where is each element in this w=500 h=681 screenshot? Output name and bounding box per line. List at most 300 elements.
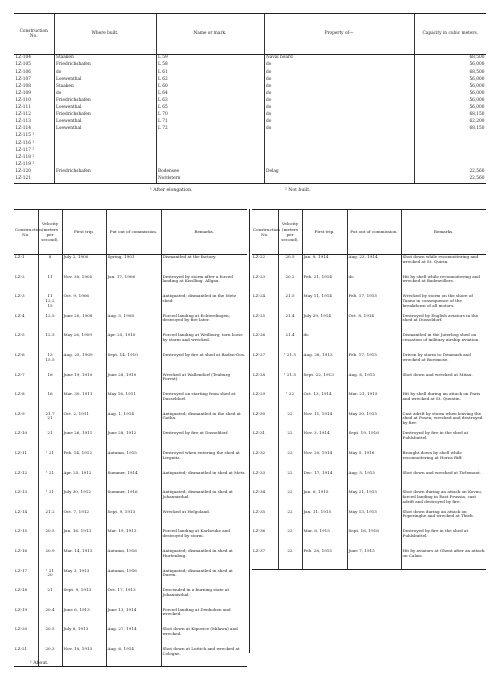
cell-construction-no: LZ-15 <box>15 528 28 534</box>
cell-first-trip: Oct. 2, 1911 <box>62 412 106 432</box>
cell-remarks: Antiquated; dismantled in shed at Duren. <box>161 569 247 589</box>
cell-put-out-of-commission: June 28, 1912 <box>106 431 161 451</box>
table-row <box>252 431 486 451</box>
col-header-construction-no: Construction No. <box>14 14 54 55</box>
cell-construction-no: LZ-106 <box>15 69 31 75</box>
table-row <box>252 373 486 393</box>
cell-where-built: Friedrichshafen <box>54 98 156 105</box>
cell-construction-no: LZ-24 <box>253 293 266 299</box>
cell-where-built: do <box>54 69 156 76</box>
col-header-put-out-of-commission: Put out of commission. <box>106 210 161 255</box>
table-row <box>14 133 486 140</box>
cell-property-of <box>264 140 414 147</box>
cell-put-out-of-commission: June 28, 1910 <box>106 373 161 393</box>
cell-construction-no: LZ-13 <box>15 489 28 495</box>
table-body <box>252 255 486 570</box>
cell-construction-no: LZ-107 <box>15 76 31 82</box>
table-row <box>14 176 486 184</box>
table-row <box>14 90 486 97</box>
cell-construction-no: LZ-119 ² <box>15 161 35 167</box>
cell-put-out-of-commission: Feb. 17, 1915 <box>347 294 401 314</box>
cell-where-built: Loewenthal <box>54 126 156 133</box>
cell-name-or-mark <box>156 147 264 154</box>
cell-velocity: 13 15.5 <box>38 353 62 373</box>
table-row <box>14 154 486 161</box>
table-header-row <box>14 14 486 55</box>
cell-remarks: Shot down and wrecked at Mitau. <box>401 373 486 393</box>
col-header-remarks: Remarks. <box>161 210 247 255</box>
table-row <box>14 451 247 471</box>
cell-name-or-mark: L 59 <box>156 55 264 63</box>
cell-construction-no: LZ-25 <box>253 312 266 318</box>
cell-first-trip: May 26, 1909 <box>62 333 106 353</box>
cell-property-of: do <box>264 119 414 126</box>
cell-first-trip: Jan. 6, 1915 <box>302 490 347 510</box>
cell-construction-no: LZ-105 <box>15 62 31 68</box>
cell-capacity: 56,000 <box>414 76 486 83</box>
cell-velocity: 20.2 <box>278 275 302 295</box>
cell-construction-no: LZ-27 <box>253 351 266 357</box>
cell-construction-no: LZ-9 <box>15 410 25 416</box>
cell-remarks: Antiquated; dismantled in shed at Johannisthal. <box>161 490 247 510</box>
airship-capacity-table <box>14 13 486 184</box>
cell-remarks: Forced landing at Denbohen and wrecked. <box>161 608 247 628</box>
table-row <box>14 147 486 154</box>
cell-put-out-of-commission: do <box>347 275 401 295</box>
cell-first-trip: Apr. 25, 1912 <box>62 471 106 491</box>
cell-first-trip: July 29, 1914 <box>302 314 347 334</box>
cell-construction-no: LZ-4 <box>15 312 25 318</box>
cell-construction-no: LZ-28 <box>253 371 266 377</box>
col-header-capacity: Capacity in cubic meters. <box>414 14 486 55</box>
cell-put-out-of-commission: May 13, 1915 <box>347 510 401 530</box>
table-row <box>14 608 247 628</box>
cell-construction-no: LZ-21 <box>14 647 38 667</box>
airship-history-table-left <box>14 209 247 667</box>
cell-construction-no: LZ-17 <box>15 567 28 573</box>
cell-construction-no: LZ-31 <box>253 430 266 436</box>
cell-capacity: 56,000 <box>414 98 486 105</box>
table-row <box>14 627 247 647</box>
table-row <box>14 392 247 412</box>
cell-first-trip: June 6, 1913 <box>62 608 106 628</box>
cell-construction-no: LZ-14 <box>15 508 28 514</box>
cell-name-or-mark: L 61 <box>156 69 264 76</box>
table-row <box>252 255 486 275</box>
cell-name-or-mark: Bodensee <box>156 169 264 176</box>
cell-put-out-of-commission: Sept. 9, 1913 <box>106 510 161 530</box>
table-row <box>14 98 486 105</box>
table-row <box>14 471 247 491</box>
cell-put-out-of-commission: Aug. 5, 1908 <box>106 314 161 334</box>
table-row <box>14 569 247 589</box>
cell-where-built: Loewenthal <box>54 76 156 83</box>
col-header-first-trip: First trip. <box>62 210 106 255</box>
cell-remarks: Driven by storm to Denmark and wrecked at Borsmose. <box>401 353 486 373</box>
table-row <box>14 119 486 126</box>
cell-first-trip: Feb. 14, 1912 <box>62 451 106 471</box>
table-row <box>14 105 486 112</box>
cell-put-out-of-commission: Aug. 27, 1914 <box>106 627 161 647</box>
cell-put-out-of-commission: Aug. 6, 1915 <box>347 373 401 393</box>
table-row <box>252 510 486 530</box>
cell-name-or-mark: L 65 <box>156 105 264 112</box>
cell-first-trip: Nov. 10, 1913 <box>62 647 106 667</box>
cell-capacity: 62,200 <box>414 119 486 126</box>
cell-first-trip: Oct. 7, 1912 <box>62 510 106 530</box>
cell-remarks: Wrecked at Wallendorf (Teuburg Forest). <box>161 373 247 393</box>
cell-where-built <box>54 140 156 147</box>
cell-property-of <box>264 154 414 161</box>
cell-property-of: do <box>264 62 414 69</box>
cell-put-out-of-commission: Oct. 17, 1913 <box>106 588 161 608</box>
col-header-property-of: Property of— <box>264 14 414 55</box>
cell-where-built: do <box>54 90 156 97</box>
cell-where-built: Staaken <box>54 55 156 63</box>
table-row <box>14 161 486 168</box>
table-row <box>252 333 486 353</box>
cell-first-trip: Feb. 28, 1915 <box>302 549 347 569</box>
cell-put-out-of-commission: May 20, 1915 <box>347 412 401 432</box>
cell-name-or-mark: L 71 <box>156 119 264 126</box>
cell-construction-no: LZ-1 <box>15 254 25 259</box>
cell-construction-no: LZ-26 <box>253 332 266 338</box>
cell-construction-no: LZ-12 <box>15 469 28 475</box>
table-header-row <box>14 210 247 255</box>
cell-velocity: ¹ 22 <box>278 392 302 412</box>
cell-first-trip: Nov. 3, 1914 <box>302 431 347 451</box>
cell-name-or-mark: L 72 <box>156 126 264 133</box>
cell-velocity: 21 <box>38 588 62 608</box>
cell-construction-no: LZ-8 <box>15 391 25 397</box>
cell-remarks: Destroyed by English aviators in the shed at Dusseldorf. <box>401 314 486 334</box>
cell-put-out-of-commission: Autumn, 1916 <box>106 569 161 589</box>
cell-velocity: 22 <box>278 451 302 471</box>
cell-construction-no: LZ-7 <box>15 371 25 377</box>
cell-put-out-of-commission: Sept. 19, 1916 <box>347 431 401 451</box>
cell-first-trip: Feb. 21, 1914 <box>302 275 347 295</box>
cell-property-of: do <box>264 69 414 76</box>
cell-remarks: Wrecked by storm on the shore of Tanno in consequence of the breakdown of all motors. <box>401 294 486 314</box>
cell-remarks: Destroyed by fire in the shed at Fuhlsbuttel. <box>401 431 486 451</box>
cell-velocity: 20.9 <box>38 549 62 569</box>
table-row <box>14 76 486 83</box>
cell-construction-no: LZ-117 ² <box>15 147 35 153</box>
cell-first-trip: July 8, 1913 <box>62 627 106 647</box>
cell-name-or-mark: L 60 <box>156 83 264 90</box>
cell-construction-no: LZ-36 <box>253 528 266 534</box>
table-row <box>14 373 247 393</box>
cell-capacity: 68,500 <box>414 55 486 63</box>
cell-capacity <box>414 133 486 140</box>
cell-velocity: 8 <box>38 255 62 275</box>
table-row <box>14 549 247 569</box>
cell-capacity <box>414 161 486 168</box>
cell-remarks: Cast adrift by storm when leaving the shed at Posen; wrecked and destroyed by fire. <box>401 412 486 432</box>
cell-put-out-of-commission: Aug. 23, 1914 <box>347 255 401 275</box>
cell-put-out-of-commission <box>347 333 401 353</box>
cell-capacity: 56,000 <box>414 105 486 112</box>
cell-property-of: do <box>264 105 414 112</box>
cell-velocity: 16 <box>38 373 62 393</box>
col-header-velocity: Velocity (meters per second). <box>38 210 62 255</box>
cell-put-out-of-commission: Summer, 1914 <box>106 471 161 491</box>
cell-remarks: Dismantled in the Juterbog shed on cessation of military airship aviation. <box>401 333 486 353</box>
cell-velocity: 11 12.2 15 <box>38 294 62 314</box>
cell-remarks: Brought down by shell while reconnoitering at Horns Riff. <box>401 451 486 471</box>
cell-property-of: do <box>264 76 414 83</box>
cell-construction-no: LZ-37 <box>252 549 278 569</box>
cell-put-out-of-commission: May 16, 1911 <box>106 392 161 412</box>
cell-velocity: 22 <box>278 471 302 491</box>
cell-remarks: Destroyed by fire at shed at Baden-Oos. <box>161 353 247 373</box>
cell-where-built: Staaken <box>54 83 156 90</box>
cell-put-out-of-commission: Jan. 17, 1906 <box>106 275 161 295</box>
cell-construction-no: LZ-35 <box>253 508 266 514</box>
cell-name-or-mark: L 64 <box>156 90 264 97</box>
cell-remarks: Forced landing at Echterdingen; destroyed by fire later. <box>161 314 247 334</box>
cell-construction-no: LZ-116 ² <box>15 140 35 146</box>
table-row <box>14 529 247 549</box>
cell-put-out-of-commission: Sept. 14, 1910 <box>106 353 161 373</box>
cell-where-built <box>54 176 156 184</box>
col-header-where-built: Where built. <box>54 14 156 55</box>
cell-first-trip: July 2, 1900 <box>62 255 106 275</box>
cell-remarks: Destroyed when entering the shed at Liegnitz. <box>161 451 247 471</box>
cell-construction-no: LZ-6 <box>15 351 25 357</box>
cell-remarks: Hit by shell during an attack on Paris and wrecked at St. Quentin. <box>401 392 486 412</box>
table-row <box>252 294 486 314</box>
table-row <box>14 69 486 76</box>
cell-first-trip: Jan. 11, 1915 <box>302 510 347 530</box>
cell-put-out-of-commission: Spring, 1901 <box>106 255 161 275</box>
table-row <box>252 353 486 373</box>
table-row <box>14 412 247 432</box>
cell-property-of: do <box>264 112 414 119</box>
cell-where-built: Friedrichshafen <box>54 169 156 176</box>
cell-name-or-mark <box>156 140 264 147</box>
cell-remarks: Shot down at Kipovice (Milawa) and wrecked. <box>161 627 247 647</box>
cell-first-trip: May 11, 1914 <box>302 294 347 314</box>
cell-where-built <box>54 133 156 140</box>
col-header-construction-no: Construction No. <box>252 210 278 255</box>
table-row <box>252 451 486 471</box>
table-row <box>14 112 486 119</box>
cell-construction-no: LZ-110 <box>15 97 31 103</box>
cell-first-trip: Mar. 30, 1911 <box>62 392 106 412</box>
cell-put-out-of-commission: June 13, 1914 <box>106 608 161 628</box>
cell-put-out-of-commission <box>106 294 161 314</box>
cell-construction-no: LZ-120 <box>15 168 31 174</box>
cell-velocity: 21.2 <box>38 510 62 530</box>
cell-velocity: 22 <box>278 490 302 510</box>
cell-construction-no: LZ-114 <box>15 126 31 132</box>
cell-velocity: 12.5 <box>38 333 62 353</box>
cell-property-of <box>264 161 414 168</box>
cell-capacity: 56,000 <box>414 62 486 69</box>
cell-velocity: ¹ 21.5 <box>278 353 302 373</box>
cell-property-of <box>264 176 414 184</box>
cell-remarks: Shot down at Luttich and wrecked at Cologne. <box>161 647 247 667</box>
cell-remarks: Shot down during an attack on Kovno, forced landing in East Prussia, cast adrift and destroyed by fire. <box>401 490 486 510</box>
cell-first-trip: June 19, 1910 <box>62 373 106 393</box>
table-row <box>14 169 486 176</box>
table-row <box>14 431 247 451</box>
cell-put-out-of-commission: Summer, 1916 <box>106 490 161 510</box>
cell-remarks: Shot down during an attack on Poperinghe and wrecked at Thielt. <box>401 510 486 530</box>
cell-construction-no: LZ-16 <box>15 547 28 553</box>
cell-remarks: Shot down while reconnoitering and wrecked at St. Quirin. <box>401 255 486 275</box>
cell-construction-no: LZ-2 <box>15 273 25 279</box>
cell-put-out-of-commission: May 21, 1915 <box>347 490 401 510</box>
cell-name-or-mark <box>156 133 264 140</box>
cell-velocity: 22 <box>278 412 302 432</box>
cell-construction-no: LZ-118 ² <box>15 154 35 160</box>
cell-velocity: 21.4 <box>278 314 302 334</box>
table-row <box>14 510 247 530</box>
table-row <box>14 294 247 314</box>
cell-capacity <box>414 147 486 154</box>
cell-remarks: Destroyed by storm after a forced landing at Kisslling, Allgau. <box>161 275 247 295</box>
cell-first-trip: Mar. 8, 1915 <box>302 529 347 549</box>
cell-capacity: 68,150 <box>414 126 486 133</box>
cell-name-or-mark <box>156 154 264 161</box>
cell-remarks: Descended in a burning state at Johannisthal. <box>161 588 247 608</box>
cell-construction-no: LZ-108 <box>15 83 31 89</box>
cell-velocity: 22 <box>278 529 302 549</box>
cell-velocity: ¹ 21 <box>38 471 62 491</box>
cell-velocity: 22 <box>278 431 302 451</box>
column-divider <box>249 209 250 653</box>
cell-velocity: ¹ 21 20 <box>38 569 62 589</box>
cell-name-or-mark: Nordstern <box>156 176 264 184</box>
table-row <box>14 140 486 147</box>
cell-where-built <box>54 154 156 161</box>
cell-put-out-of-commission: June 7, 1915 <box>347 549 401 569</box>
cell-first-trip: Dec. 17, 1914 <box>302 471 347 491</box>
table-row <box>14 255 247 275</box>
cell-remarks: Wrecked at Helgoland. <box>161 510 247 530</box>
cell-construction-no: LZ-33 <box>253 469 266 475</box>
cell-velocity: 20.5 <box>278 255 302 275</box>
col-header-first-trip: First trip. <box>302 210 347 255</box>
cell-velocity: 11 <box>38 275 62 295</box>
table-row <box>14 490 247 510</box>
cell-name-or-mark: L 63 <box>156 98 264 105</box>
table-row <box>14 588 247 608</box>
cell-property-of: do <box>264 90 414 97</box>
cell-construction-no: LZ-121 <box>14 176 54 184</box>
cell-velocity: 12.5 <box>38 314 62 334</box>
cell-construction-no: LZ-32 <box>253 449 266 455</box>
cell-first-trip: Nov. 20, 1914 <box>302 451 347 471</box>
cell-velocity: 16 <box>38 392 62 412</box>
cell-velocity: 21.4 <box>278 333 302 353</box>
cell-remarks: Forced landing at Weilburg; torn loose by storm and wrecked. <box>161 333 247 353</box>
cell-capacity <box>414 140 486 147</box>
cell-first-trip: Aug. 28, 1913 <box>302 353 347 373</box>
cell-construction-no: LZ-18 <box>15 587 28 593</box>
cell-remarks: Shot down and wrecked at Tirlemont. <box>401 471 486 491</box>
table-row <box>14 126 486 133</box>
cell-construction-no: LZ-34 <box>253 489 266 495</box>
table-row <box>252 471 486 491</box>
cell-velocity: 21.5 <box>278 294 302 314</box>
cell-capacity: 56,000 <box>414 83 486 90</box>
cell-name-or-mark: L 62 <box>156 76 264 83</box>
cell-first-trip: Sept. 9, 1913 <box>62 588 106 608</box>
col-header-put-out-of-commission: Put out of commission. <box>347 210 401 255</box>
cell-velocity: 22 <box>278 510 302 530</box>
table-row <box>14 353 247 373</box>
cell-first-trip: July 30, 1912 <box>62 490 106 510</box>
cell-remarks: Antiquated; dismantled in the Metz shed. <box>161 294 247 314</box>
cell-construction-no: LZ-11 <box>15 449 28 455</box>
cell-put-out-of-commission: Aug. 5, 1915 <box>347 471 401 491</box>
table-row <box>252 275 486 295</box>
cell-construction-no: LZ-23 <box>253 273 266 279</box>
cell-property-of: do <box>264 83 414 90</box>
table-body <box>14 255 247 667</box>
cell-capacity: 68,500 <box>414 69 486 76</box>
table-row <box>252 314 486 334</box>
cell-construction-no: LZ-20 <box>15 626 28 632</box>
cell-velocity: 20.5 <box>38 627 62 647</box>
cell-remarks: Dismantled at the factory. <box>161 255 247 275</box>
cell-construction-no: LZ-19 <box>15 606 28 612</box>
table-row <box>14 275 247 295</box>
cell-first-trip: do <box>302 333 347 353</box>
cell-property-of <box>264 133 414 140</box>
cell-construction-no: LZ-115 ² <box>15 133 35 139</box>
cell-construction-no: LZ-22 <box>253 254 266 259</box>
cell-velocity: ¹ 21 <box>38 490 62 510</box>
cell-construction-no: LZ-111 <box>15 105 31 111</box>
cell-remarks: Antiquated; dismantled in shed at Metz. <box>161 471 247 491</box>
cell-where-built: Friedrichshafen <box>54 62 156 69</box>
cell-remarks: Forced landing at Karlsruhe and destroyed by storm. <box>161 529 247 549</box>
table-row <box>252 412 486 432</box>
cell-put-out-of-commission: Oct. 8, 1914 <box>347 314 401 334</box>
cell-where-built: Loewenthal <box>54 105 156 112</box>
cell-capacity: 22,560 <box>414 176 486 184</box>
cell-construction-no: LZ-10 <box>15 430 28 436</box>
cell-remarks: Destroyed by fire at Dusseldorf. <box>161 431 247 451</box>
cell-velocity: 22 <box>278 549 302 569</box>
cell-velocity: 21 <box>38 431 62 451</box>
cell-where-built: Loewenthal <box>54 119 156 126</box>
cell-capacity: 56,000 <box>414 90 486 97</box>
cell-put-out-of-commission: Autumn, 1916 <box>106 549 161 569</box>
cell-first-trip: Nov. 30, 1905 <box>62 275 106 295</box>
cell-velocity: 20.3 <box>38 647 62 667</box>
cell-construction-no: LZ-113 <box>15 119 31 125</box>
cell-capacity: 68,150 <box>414 112 486 119</box>
cell-put-out-of-commission: Feb. 17, 1915 <box>347 353 401 373</box>
cell-property-of <box>264 147 414 154</box>
cell-put-out-of-commission: Sept. 16, 1916 <box>347 529 401 549</box>
cell-velocity: 20.4 <box>38 608 62 628</box>
cell-where-built <box>54 147 156 154</box>
cell-remarks: Destroyed by fire in the shed at Fuhlsbuttel. <box>401 529 486 549</box>
cell-where-built: Friedrichshafen <box>54 112 156 119</box>
cell-property-of: Naval board <box>264 55 414 63</box>
table-row <box>14 62 486 69</box>
cell-name-or-mark: L 70 <box>156 112 264 119</box>
table-row <box>252 549 486 569</box>
cell-name-or-mark: L 58 <box>156 62 264 69</box>
table-body <box>14 55 486 184</box>
